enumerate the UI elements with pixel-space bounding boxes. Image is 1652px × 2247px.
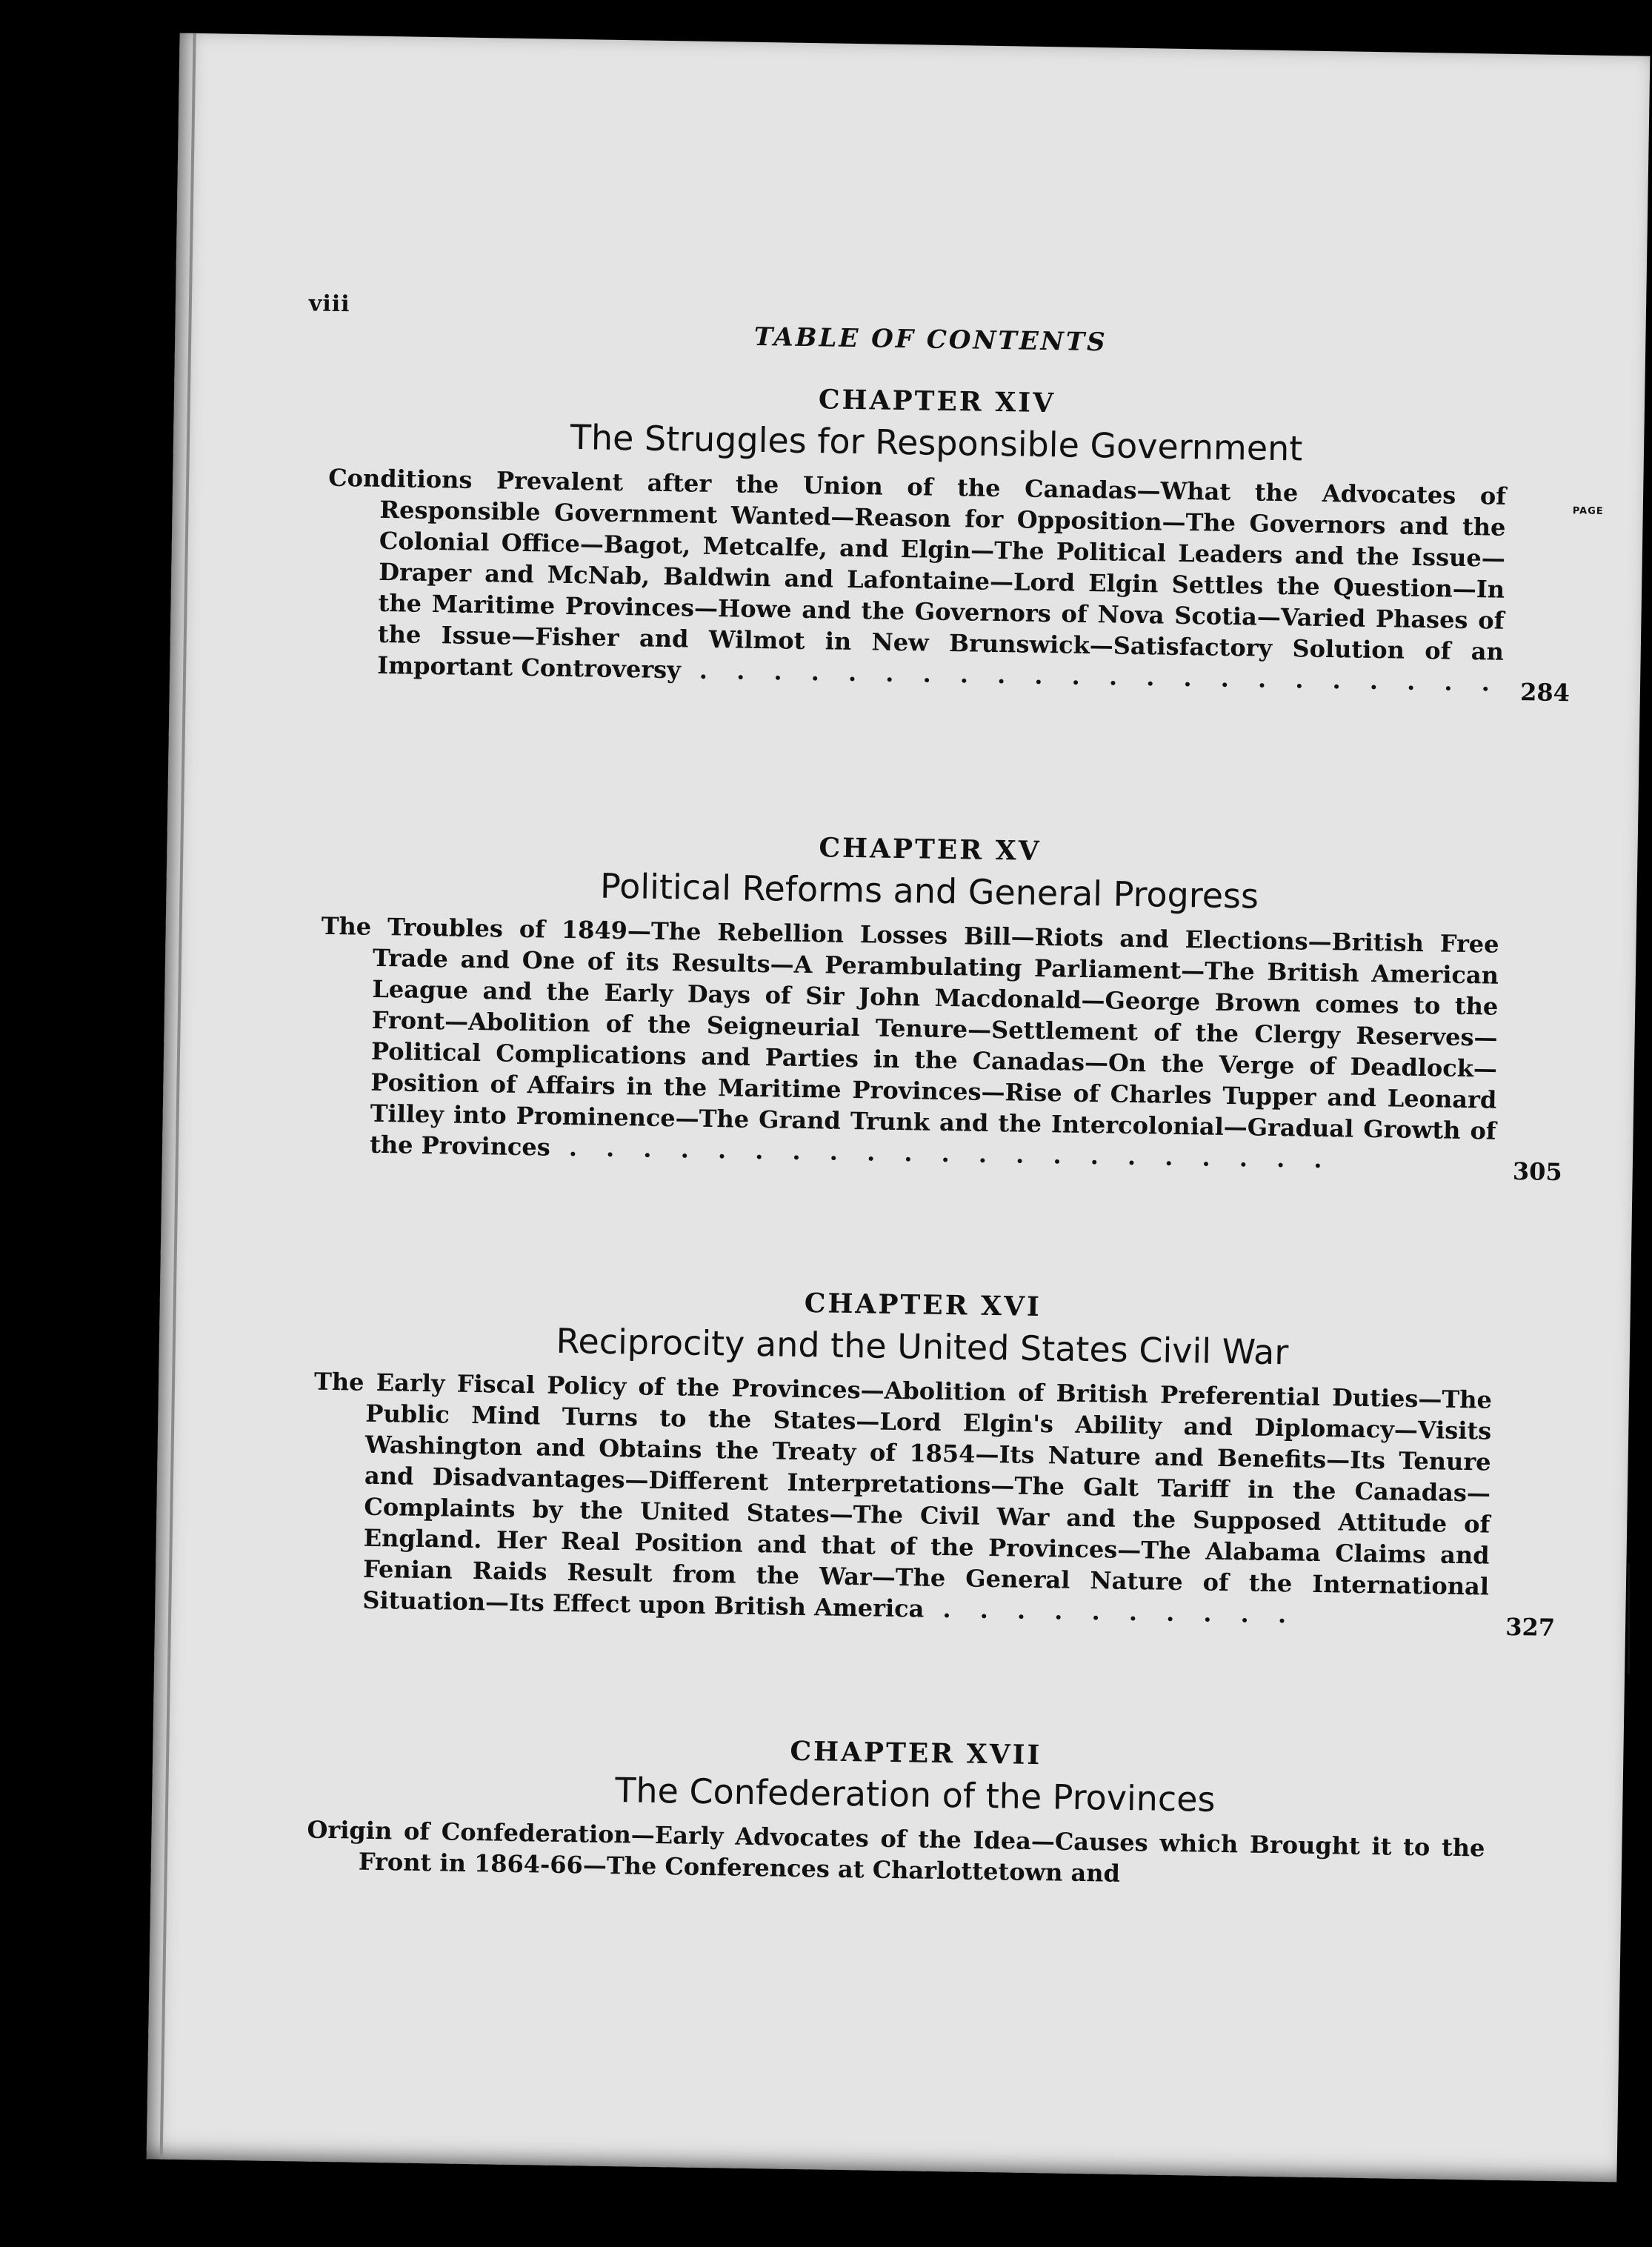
chapter-summary: Origin of Confederation—Early Advocates of the Idea—Causes which Brought it to the Front in 1864-66—The Conferences at Charlottetown and xyxy=(307,1815,1485,1888)
chapter-summary xyxy=(318,911,1499,1178)
dot-leader: . . . . . . . . . . xyxy=(924,1594,1297,1629)
chapter-entry xyxy=(277,1728,1553,1896)
chapter-summary-block xyxy=(277,1814,1552,1896)
chapter-entry xyxy=(288,824,1568,1187)
scan-edge-mark xyxy=(1628,1563,1630,1674)
chapter-summary xyxy=(325,462,1506,699)
chapter-summary-block xyxy=(296,462,1573,708)
chapter-entry xyxy=(281,1279,1560,1642)
chapter-summary-block xyxy=(281,1365,1559,1642)
chapter-summary-block xyxy=(288,910,1566,1187)
chapter-summary xyxy=(310,1366,1492,1634)
chapter-page-number: 327 xyxy=(1505,1612,1556,1642)
page-binding-edge xyxy=(160,33,196,2160)
dot-leader: . . . . . . . . . . . . . . . . . . . . . . xyxy=(680,656,1501,697)
chapter-title: Political Reforms and General Progress xyxy=(599,865,1259,916)
page-folio: viii xyxy=(308,290,350,318)
chapter-number: CHAPTER XV xyxy=(819,832,1042,867)
chapter-number: CHAPTER XIV xyxy=(818,384,1056,419)
chapter-number: CHAPTER XVI xyxy=(804,1288,1042,1323)
chapter-entry xyxy=(296,376,1574,708)
table-of-contents xyxy=(302,235,1604,1888)
chapter-page-number: 305 xyxy=(1512,1157,1563,1187)
chapter-number: CHAPTER XVII xyxy=(790,1735,1042,1771)
chapter-summary-text: Conditions Prevalent after the Union of the Canadas—What the Advocates of Responsible Government Wanted—Reason for Opposition—The Governors and the Colonial Office—Bagot, Metcalfe, and Elgin—The Political Leaders and the Issue—Draper and McNab, Baldwin and Lafontaine—Lord Elgin Settles the Question—In the Maritime Provinces—Howe and the Governors of Nova Scotia—Varied Phases of the Issue—Fisher and Wilmot in New Brunswick—Satisfactory Solution of an Important Controversy xyxy=(327,463,1507,685)
chapter-title: Reciprocity and the United States Civil War xyxy=(556,1320,1289,1373)
chapter-page-number: 284 xyxy=(1519,678,1571,708)
chapter-title: The Confederation of the Provinces xyxy=(614,1770,1216,1820)
chapter-title: The Struggles for Responsible Government xyxy=(570,416,1303,469)
page-column-label: PAGE xyxy=(1572,505,1604,517)
running-head: TABLE OF CONTENTS xyxy=(753,322,1108,358)
book-page xyxy=(147,33,1651,2183)
chapter-summary-text: The Troubles of 1849—The Rebellion Losses Bill—Riots and Elections—British Free Trade and One of its Results—A Perambulating Parliament—The British American League and the Early Days of Sir John Macdonald—George Brown comes to the Front—Abolition of the Seigneurial Tenure—Settlement of the Clergy Reserves—Political Complications and Parties in the Canadas—On the Verge of Deadlock—Position of Affairs in the Maritime Provinces—Rise of Charles Tupper and Leonard Tilley into Prominence—The Grand Trunk and the Intercolonial—Gradual Growth of the Provinces xyxy=(321,911,1499,1162)
dot-leader: . . . . . . . . . . . . . . . . . . . . . xyxy=(550,1133,1333,1174)
chapter-summary-text: The Early Fiscal Policy of the Provinces—Abolition of British Preferential Duties—The Public Mind Turns to the States—Lord Elgin's Ability and Diplomacy—Visits Washington and Obtains the Treaty of 1854—Its Nature and Benefits—Its Tenure and Disadvantages—Different Interpretations—The Galt Tariff in the Canadas—Complaints by the United States—The Civil War and the Supposed Attitude of England. Her Real Position and that of the Provinces—The Alabama Claims and Fenian Raids Result from the War—The General Nature of the International Situation—Its Effect upon British America xyxy=(313,1367,1493,1623)
